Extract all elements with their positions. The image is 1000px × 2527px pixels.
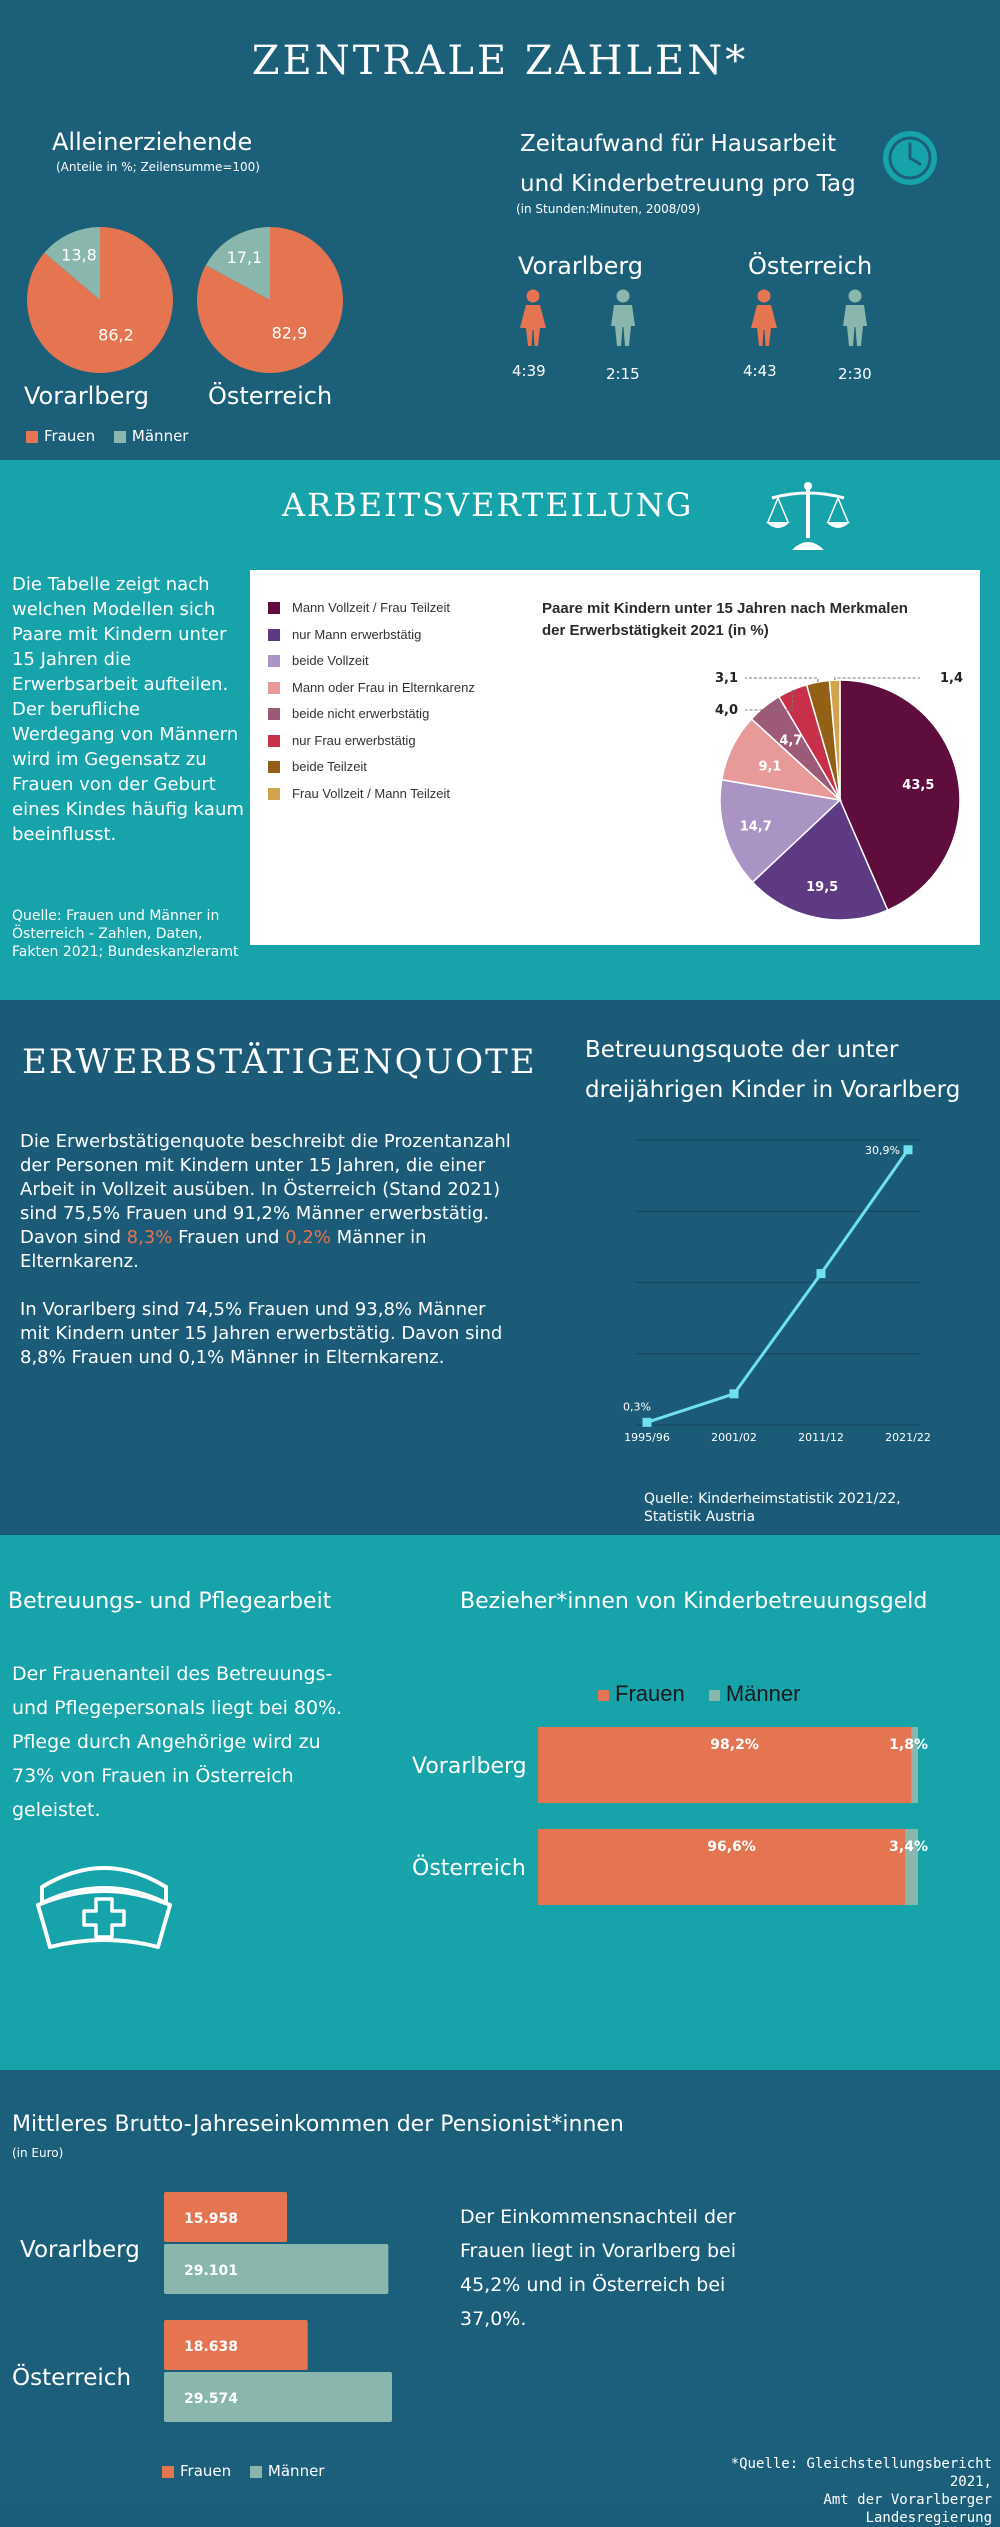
care-work-title: Betreuungs- und Pflegearbeit	[8, 1589, 332, 1614]
care-rate-source-line1: Quelle: Kinderheimstatistik 2021/22,	[644, 1491, 901, 1507]
men-swatch	[709, 1690, 720, 1701]
footnote-line1: *Quelle: Gleichstellungsbericht 2021,	[730, 2456, 992, 2490]
care-rate-title	[585, 1030, 960, 1110]
scale-icon	[766, 478, 850, 554]
care-rate-line	[647, 1150, 908, 1423]
care-work-description: Der Frauenanteil des Betreuungs- und Pflegepersonals liegt bei 80%. Pflege durch Angehörige wird zu 73% von Frauen in Österreich geleistet.	[12, 1663, 343, 1821]
legend-label: Mann oder Frau in Elternkarenz	[292, 679, 475, 695]
benefit-value-men: 3,4%	[889, 1839, 928, 1855]
pie-label-5: 4,0	[714, 703, 738, 718]
time-oesterreich-men: 2:30	[838, 365, 872, 383]
women-swatch	[598, 1690, 609, 1701]
legend-women: Frauen	[615, 1681, 685, 1706]
single-parents-subtitle: (Anteile in %; Zeilensumme=100)	[56, 160, 260, 174]
care-rate-point	[904, 1145, 913, 1154]
housework-title-line2: und Kinderbetreuung pro Tag	[520, 171, 856, 197]
care-work-section	[0, 1535, 1000, 2070]
care-rate-point-label: 0,3%	[623, 1400, 651, 1414]
x-tick-label: 2001/02	[711, 1431, 757, 1444]
care-rate-point-label: 30,9%	[865, 1143, 900, 1157]
employment-text	[20, 1130, 520, 1370]
pie-label-4: 4,7	[779, 733, 803, 749]
x-tick-label: 2011/12	[798, 1431, 844, 1444]
employment-highlight-men: 0,2%	[285, 1227, 331, 1248]
pension-value-label: 18.638	[184, 2339, 239, 2355]
pie-label-1: 13,8	[61, 245, 97, 265]
women-swatch	[162, 2466, 174, 2478]
care-rate-title-line2: dreijährigen Kinder in Vorarlberg	[585, 1077, 961, 1103]
woman-icon	[747, 288, 781, 348]
footnote-line2: Amt der Vorarlberger Landesregierung	[823, 2492, 992, 2526]
legend-label: beide Vollzeit	[292, 653, 369, 668]
housework-oesterreich-label: Österreich	[748, 252, 873, 280]
legend-label: beide Teilzeit	[292, 759, 367, 774]
single-parents-title: Alleinerziehende	[52, 128, 253, 156]
pension-footnote	[692, 2455, 992, 2527]
benefit-value-women: 98,2%	[710, 1737, 759, 1753]
pie-oesterreich-label: Österreich	[208, 382, 333, 410]
legend-label: nur Frau erwerbstätig	[292, 732, 416, 748]
legend-label: Mann Vollzeit / Frau Teilzeit	[292, 600, 450, 615]
pension-bar-chart	[0, 2190, 430, 2450]
time-vorarlberg-men: 2:15	[606, 365, 640, 383]
x-tick-label: 2021/22	[885, 1431, 931, 1444]
pension-value-label: 29.574	[184, 2391, 239, 2407]
care-rate-point	[730, 1389, 739, 1398]
page-title: ZENTRALE ZAHLEN*	[251, 38, 749, 84]
pension-value-label: 15.958	[184, 2211, 239, 2227]
legend-women: Frauen	[44, 427, 96, 445]
time-oesterreich-women: 4:43	[743, 362, 777, 380]
care-rate-source-line2: Statistik Austria	[644, 1509, 756, 1525]
pension-title: Mittleres Brutto-Jahreseinkommen der Pensionist*innen	[12, 2112, 624, 2137]
legend-label: beide nicht erwerbstätig	[292, 706, 430, 721]
pie-oesterreich	[190, 220, 350, 380]
housework-title	[520, 124, 856, 204]
care-rate-title-line1: Betreuungsquote der unter	[585, 1037, 899, 1063]
work-division-pie	[250, 570, 980, 945]
benefit-title: Bezieher*innen von Kinderbetreuungsgeld	[460, 1589, 928, 1614]
care-rate-line-chart	[620, 1120, 940, 1460]
benefit-category-label: Vorarlberg	[412, 1754, 527, 1779]
benefit-value-women: 96,6%	[707, 1839, 756, 1855]
pension-category-label: Österreich	[12, 2365, 132, 2391]
work-division-chart-title-line2: der Erwerbstätigkeit 2021 (in %)	[542, 622, 769, 639]
key-figures-section	[0, 0, 1000, 460]
care-rate-point	[643, 1418, 652, 1427]
employment-highlight-women: 8,3%	[126, 1227, 173, 1248]
pie-label-1: 17,1	[226, 248, 263, 268]
housework-vorarlberg-label: Vorarlberg	[518, 252, 644, 280]
care-rate-point	[817, 1269, 826, 1278]
benefit-category-label: Österreich	[412, 1856, 526, 1881]
men-swatch	[114, 431, 126, 443]
work-division-section	[0, 460, 1000, 1000]
legend-label: Frau Vollzeit / Mann Teilzeit	[292, 785, 450, 801]
clock-icon	[880, 128, 940, 188]
pension-description: Der Einkommensnachteil der Frauen liegt in Vorarlberg bei 45,2% und in Österreich bei 37,0%.	[460, 2206, 737, 2330]
legend-women: Frauen	[180, 2462, 232, 2480]
pie-vorarlberg	[20, 220, 180, 380]
pension-legend	[162, 2462, 324, 2480]
employment-paragraph-2: In Vorarlberg sind 74,5% Frauen und 93,8% Männer mit Kindern unter 15 Jahren erwerbstätig. Davon sind 8,8% Frauen und 0,1% Männer in Elternkarenz.	[20, 1299, 503, 1368]
man-icon	[838, 288, 872, 348]
work-division-description: Die Tabelle zeigt nach welchen Modellen sich Paare mit Kindern unter 15 Jahren die Erwerbsarbeit aufteilen. Der berufliche Werdegang von Männern wird im Gegensatz zu Frauen von der Geburt eines Kindes häufig kaum beeinflusst.	[12, 574, 244, 845]
leader-line-6	[745, 678, 818, 682]
employment-text-c: Männer in Elternkarenz.	[20, 1227, 427, 1272]
employment-title: ERWERBSTÄTIGENQUOTE	[22, 1042, 537, 1082]
work-division-chart-title-line1: Paare mit Kindern unter 15 Jahren nach Merkmalen	[542, 600, 908, 617]
employment-text-b: Frauen und	[172, 1227, 286, 1248]
work-division-title: ARBEITSVERTEILUNG	[282, 486, 694, 524]
pie-label-0: 43,5	[902, 777, 935, 793]
men-swatch	[250, 2466, 262, 2478]
single-parents-legend	[26, 427, 188, 445]
x-tick-label: 1995/96	[624, 1431, 670, 1444]
women-swatch	[26, 431, 38, 443]
pie-vorarlberg-label: Vorarlberg	[24, 382, 150, 410]
pie-label-6: 3,1	[714, 671, 738, 686]
benefit-legend	[598, 1681, 800, 1707]
housework-subtitle: (in Stunden:Minuten, 2008/09)	[516, 202, 701, 216]
time-vorarlberg-women: 4:39	[512, 362, 546, 380]
pie-label-2: 14,7	[739, 819, 772, 835]
pie-label-0: 86,2	[98, 325, 134, 345]
legend-men: Männer	[267, 2462, 325, 2480]
pie-label-0: 82,9	[271, 323, 308, 343]
pension-subtitle: (in Euro)	[12, 2146, 64, 2160]
employment-section	[0, 1000, 1000, 1535]
employment-paragraph-1	[20, 1130, 520, 1274]
benefit-value-men: 1,8%	[889, 1737, 928, 1753]
work-division-source: Quelle: Frauen und Männer in Österreich - Zahlen, Daten, Fakten 2021; Bundeskanzleramt	[12, 908, 239, 960]
legend-men: Männer	[725, 1681, 801, 1706]
pie-label-3: 9,1	[758, 759, 782, 775]
legend-men: Männer	[131, 427, 189, 445]
nurse-cap-icon	[34, 1855, 174, 1955]
woman-icon	[516, 288, 550, 348]
pie-label-7: 1,4	[940, 671, 964, 686]
benefit-bar-chart	[400, 1715, 960, 1945]
pension-value-label: 29.101	[184, 2263, 239, 2279]
legend-label: nur Mann erwerbstätig	[292, 626, 422, 642]
employment-text-a: Die Erwerbstätigenquote beschreibt die Prozentanzahl der Personen mit Kindern unter 15 Jahren, die einer Arbeit in Vollzeit ausüben. In Österreich (Stand 2021) sind 75,5% Frauen und 91,2% Männer erwerbstätig. Davon sind	[20, 1131, 511, 1248]
man-icon	[606, 288, 640, 348]
pension-category-label: Vorarlberg	[20, 2237, 140, 2263]
pie-label-1: 19,5	[806, 880, 839, 896]
care-rate-source	[644, 1490, 901, 1526]
work-division-chart-box	[250, 570, 980, 945]
pension-section	[0, 2070, 1000, 2526]
housework-title-line1: Zeitaufwand für Hausarbeit	[520, 131, 837, 157]
